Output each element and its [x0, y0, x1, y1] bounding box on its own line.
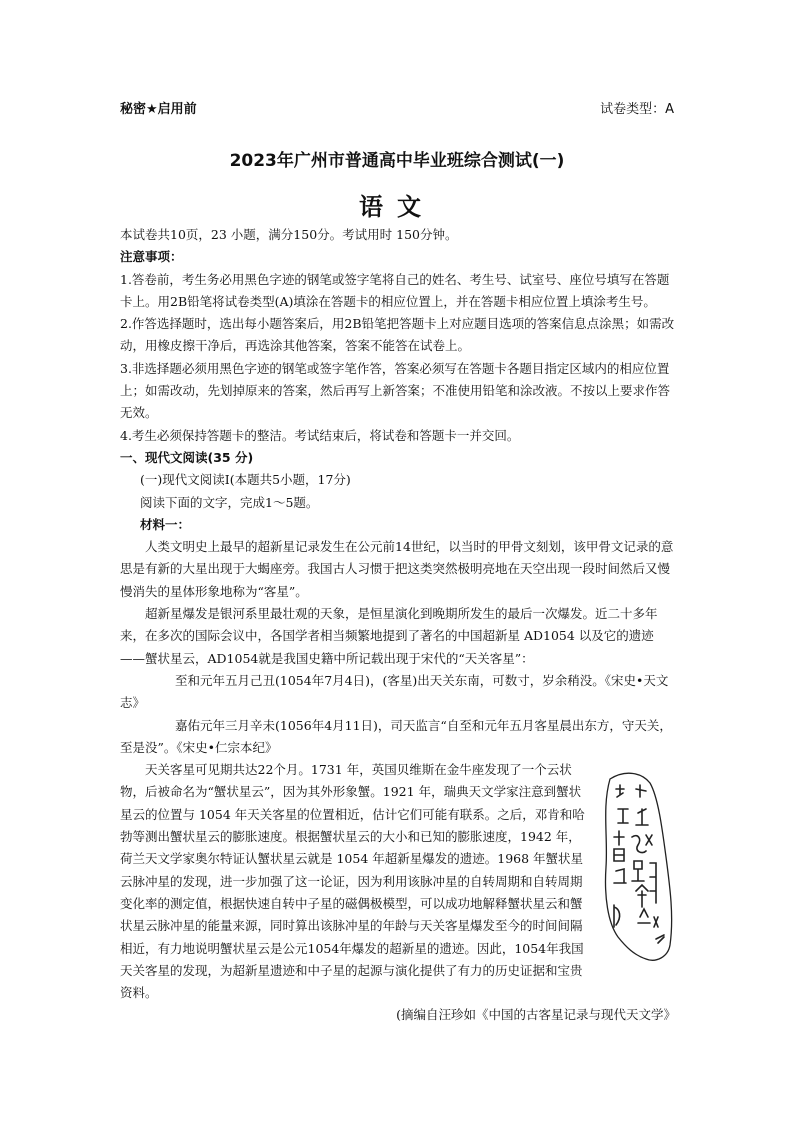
notice-item: 1.答卷前，考生务必用黑色字迹的钢笔或签字笔将自己的姓名、考生号、试室号、座位号填写在答题卡上。用2B铅笔将试卷类型(A)填涂在答题卡的相应位置上，并在答题卡相应位置上填涂考生号。 [120, 271, 670, 309]
paper-type-label: 试卷类型：A [600, 102, 674, 117]
oracle-bone-icon [596, 767, 676, 967]
reading-instruction: 阅读下面的文字，完成1～5题。 [140, 494, 319, 510]
section-heading: 一、现代文阅读(35 分) [120, 449, 254, 465]
notice-item: 4.考生必须保持答题卡的整洁。考试结束后，将试卷和答题卡一并交回。 [120, 427, 520, 443]
notice-item: 3.非选择题必须用黑色字迹的钢笔或签字笔作答，答案必须写在答题卡各题目指定区域内的相应位置上；如需改动，先划掉原来的答案，然后再写上新答案；不准使用铅笔和涂改液。不按以上要求作答无效。 [120, 360, 671, 421]
exam-title: 2023年广州市普通高中毕业班综合测试(一) [229, 151, 565, 171]
source-citation: (摘编自汪珍如《中国的古客星记录与现代天文学》 [396, 1007, 676, 1023]
material-label: 材料一： [140, 516, 191, 532]
notice-heading: 注意事项： [120, 249, 183, 265]
subject-title: 语文 [359, 193, 435, 221]
paragraph: 人类文明史上最早的超新星记录发生在公元前14世纪，以当时的甲骨文刻划，该甲骨文记录的意思是有新的大星出现于大蝎座旁。我国古人习惯于把这类突然极明亮地在天空出现一段时间然后又慢慢消失的星体形象地称为“客星”。 [120, 539, 674, 599]
oracle-bone-inscription-image [596, 767, 676, 967]
paragraph: 超新星爆发是银河系里最壮观的天象，是恒星演化到晚期所发生的最后一次爆发。近二十多年来，在多次的国际会议中，各国学者相当频繁地提到了著名的中国超新星 AD1054 以及它的遗迹——蟹状星云，AD1054就是我国史籍中所记载出现于宋代的“天关客星”： [120, 606, 658, 666]
paragraph: 天关客星可见期共达22个月。1731 年，英国贝维斯在金牛座发现了一个云状物，后被命名为“蟹状星云”，因为其外形象蟹。1921 年，瑞典天文学家注意到蟹状星云的位置与 1054 年天关客星的位置相近，估计它们可能有联系。之后，邓肯和哈勃等测出蟹状星云的膨胀速度。根据蟹状星云的大小和已知的膨胀速度，1942 年，荷兰天文学家奥尔特证认蟹状星云就是 1054 年超新星爆发的遗迹。1968 年蟹状星云脉冲星的发现，进一步加强了这一论证，因为利用该脉冲星的自转周期和自转周期变化率的测定值，根据快速自转中子星的磁偶极模型，可以成功地解释蟹状星云和蟹状星云脉冲星的能量来源，同时算出该脉冲星的年龄与天关客星爆发至今的时间间隔相近，有力地说明蟹状星云是公元1054年爆发的超新星的遗迹。因此，1054年我国天关客星的发现，为超新星遗迹和中子星的起源与演化提供了有力的历史证据和宝贵资料。 [120, 762, 585, 1001]
secret-label: 秘密★启用前 [120, 102, 197, 117]
notice-item: 2.作答选择题时，选出每小题答案后，用2B铅笔把答题卡上对应题目选项的答案信息点涂黑；如需改动，用橡皮擦干净后，再选涂其他答案，答案不能答在试卷上。 [120, 316, 675, 354]
exam-content [120, 224, 676, 1027]
quote: 至和元年五月己丑(1054年7月4日)，(客星)出天关东南，可数寸，岁余稍没。《宋史•天文志》 [120, 672, 669, 711]
quote: 嘉佑元年三月辛未(1056年4月11日)，司天监言“自至和元年五月客星晨出东方，守天关，至是没”。《宋史•仁宗本纪》 [120, 717, 672, 755]
header-bar [120, 98, 674, 118]
subsection-heading: (一)现代文阅读Ⅰ(本题共5小题，17分) [140, 472, 351, 488]
exam-info: 本试卷共10页，23 小题，满分150分。考试用时 150分钟。 [120, 227, 458, 242]
